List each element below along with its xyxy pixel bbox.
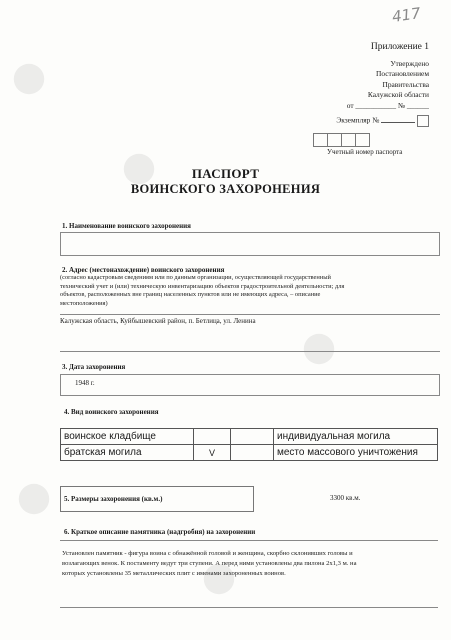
document-subtitle: ВОИНСКОГО ЗАХОРОНЕНИЯ [130,182,321,196]
document-title: ПАСПОРТ [191,166,260,181]
section-size-heading: 5. Размеры захоронения (кв.м.) [64,495,163,503]
copy-row [336,115,429,127]
description-line: возлагающих венок. К постаменту ведут три ступени. А перед ними установлены два пилона 2х1,3 м. на [62,560,357,567]
table-row [61,429,438,445]
approved-line: Постановлением [376,69,429,78]
table-row [61,445,438,461]
section-name-heading: 1. Наименование воинского захоронения [62,222,191,230]
address-note [60,274,440,308]
type-label: воинское кладбище [61,429,194,445]
burial-date-value: 1948 г. [75,379,95,387]
type-checkbox[interactable]: V [194,445,231,461]
address-note-line: объектов, расположенных вне границ населенных пунктов или не имеющих адреса, – описание [60,291,321,299]
copy-label: Экземпляр № [336,115,380,125]
type-checkbox[interactable] [231,429,274,445]
date-number-line: от ___________ № ______ [346,100,429,110]
section-description-heading: 6. Краткое описание памятника (надгробия) на захоронении [64,528,256,536]
description-field[interactable] [60,540,438,608]
approved-line: Правительства [382,79,429,89]
watermark-logo-icon [15,480,53,518]
account-number-boxes[interactable] [313,133,370,147]
copy-number-box[interactable] [417,115,429,127]
approved-line: Калужской области [367,90,429,99]
type-checkbox[interactable] [194,429,231,445]
approved-line: Утверждено [390,58,429,68]
type-label: индивидуальная могила [274,429,438,445]
section-type-heading: 4. Вид воинского захоронения [64,408,159,416]
description-text [60,541,438,579]
type-checkbox[interactable] [231,445,274,461]
description-line: которых установлены 35 металлических плит с именами захороненных воинов. [62,570,286,577]
account-number-label: Учетный номер паспорта [327,148,403,156]
section-address-heading: 2. Адрес (местонахождение) воинского захоронения [62,266,225,274]
address-value: Калужская область, Куйбышевский район, п. Бетлица, ул. Ленина [60,317,256,325]
address-note-line: (согласно кадастровым сведениям или по данным организации, осуществляющей государственный [60,274,331,281]
size-heading-box [60,486,254,512]
address-note-line: технический учет и (или) техническую инвентаризацию объектов градостроительной деятельности; для [60,282,345,290]
approval-block [336,42,429,127]
appendix-label: Приложение 1 [370,42,429,52]
description-line: Установлен памятник - фигура воина с обнажённой головой и женщина, скорбно склонивших головы и [62,550,353,557]
type-label: братская могила [61,445,194,461]
burial-name-field[interactable] [60,232,440,256]
watermark-logo-icon [10,60,48,98]
address-note-line: местоположения) [60,299,108,307]
handwritten-number: 417 [390,4,422,26]
address-field[interactable] [60,314,440,352]
burial-type-table [60,428,438,461]
type-label: место массового уничтожения [274,445,438,461]
burial-size-value: 3300 кв.м. [330,494,361,502]
section-date-heading: 3. Дата захоронения [62,363,126,371]
burial-date-field[interactable] [60,374,440,396]
